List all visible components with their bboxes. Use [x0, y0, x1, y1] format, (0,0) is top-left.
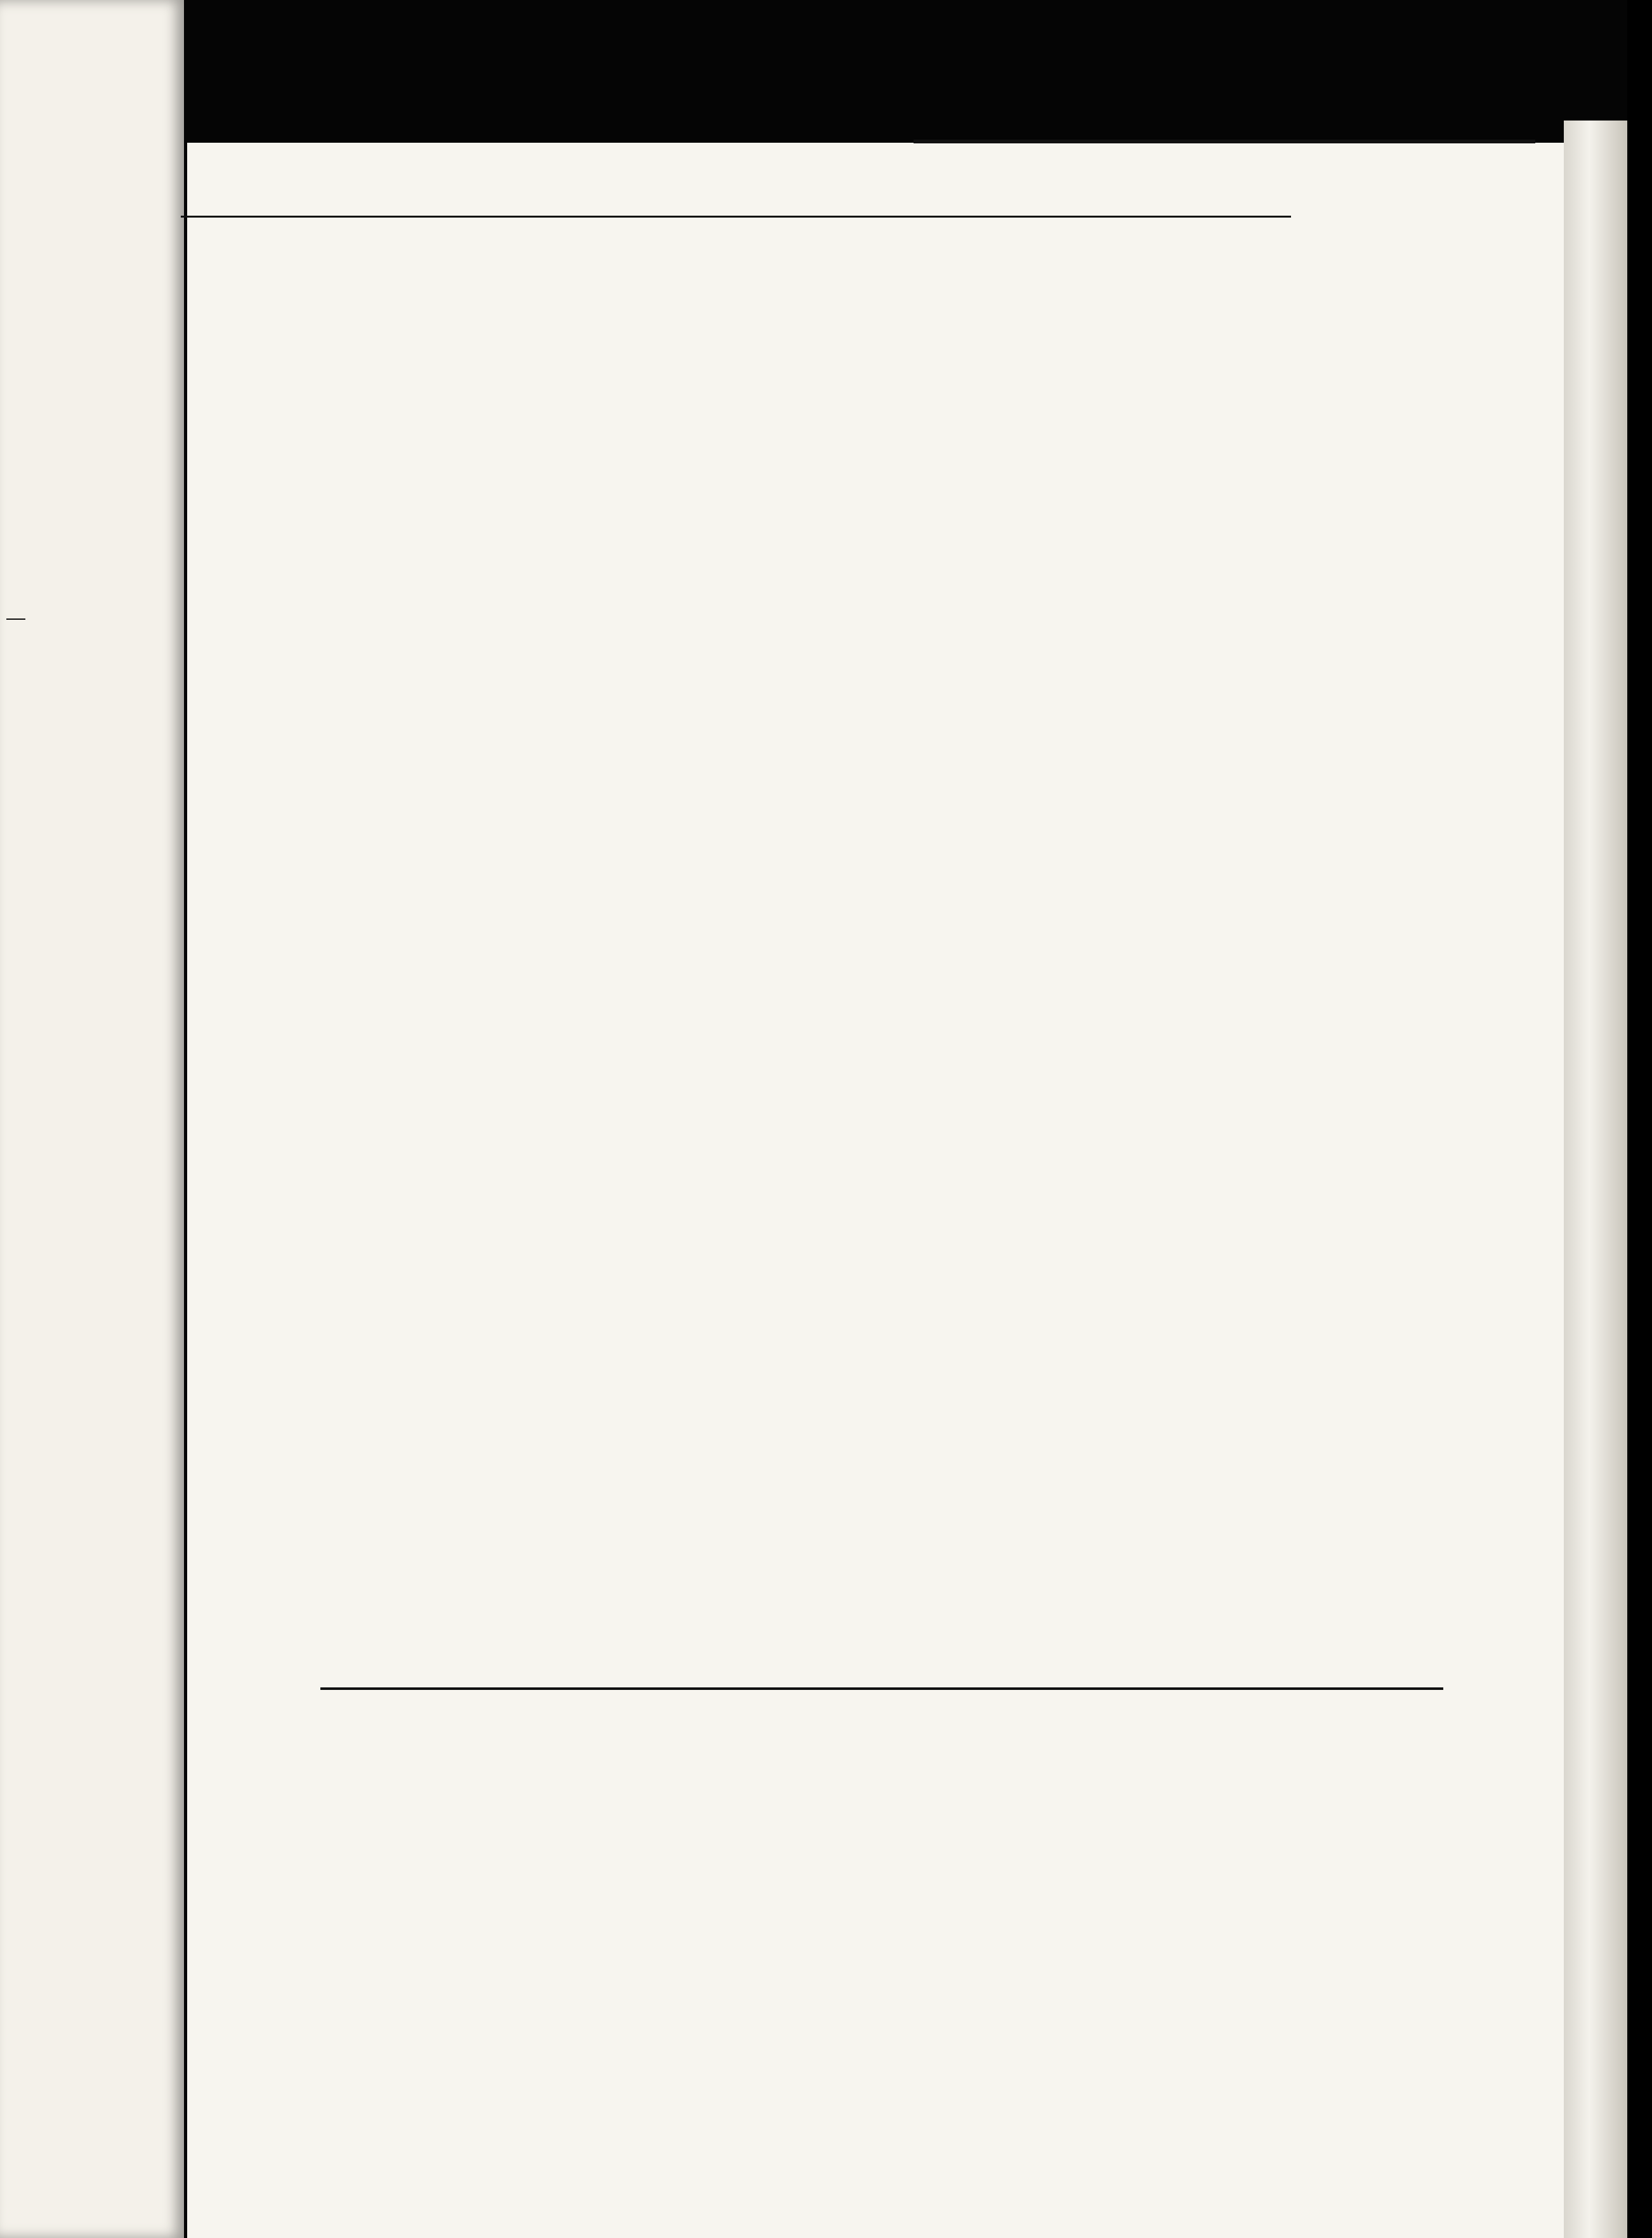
- left-page: [0, 0, 184, 2238]
- head-rule: [181, 216, 1291, 218]
- page-edge: [1564, 121, 1627, 2238]
- page-shadow: [1627, 0, 1652, 2238]
- bottom-column-1: [308, 1894, 777, 1895]
- right-page: [187, 143, 1564, 2238]
- left-page-rule: [6, 618, 25, 620]
- top-rule: [914, 140, 1535, 143]
- section-rule: [320, 1687, 1443, 1690]
